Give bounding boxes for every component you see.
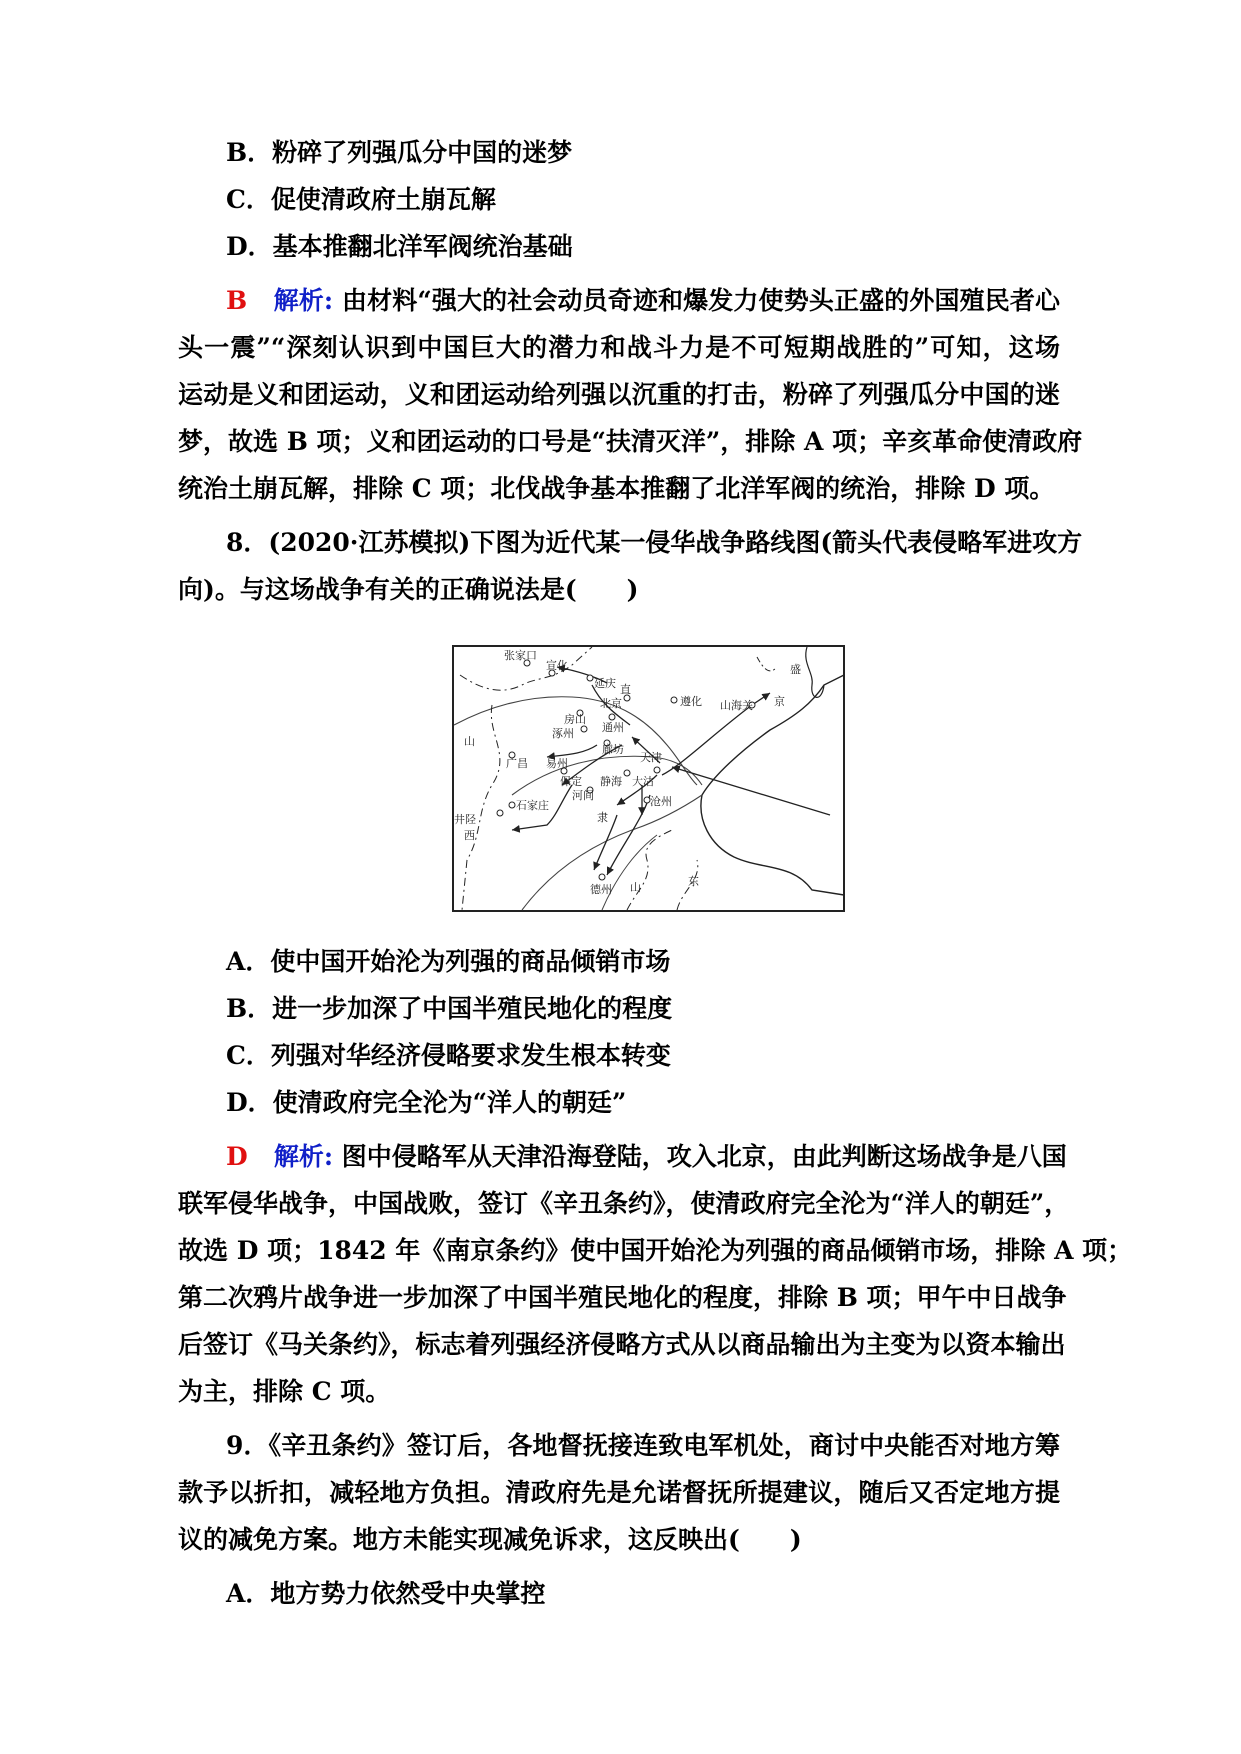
q7-analysis-line-1 bbox=[226, 281, 1060, 317]
q8-option-c: C．列强对华经济侵略要求发生根本转变 bbox=[226, 1041, 671, 1070]
map-label: 遵化 bbox=[680, 695, 702, 708]
map-label: 易州 bbox=[546, 757, 568, 770]
q8-option-a: A．使中国开始沦为列强的商品倾销市场 bbox=[226, 947, 671, 976]
map-label: 保定 bbox=[560, 775, 582, 788]
invasion-route-map bbox=[452, 645, 845, 912]
map-label: 京 bbox=[774, 695, 785, 708]
q8-analysis-line-4: 第二次鸦片战争进一步加深了中国半殖民地化的程度，排除 B 项；甲午中日战争 bbox=[178, 1283, 1067, 1312]
q7-option-b: B．粉碎了列强瓜分中国的迷梦 bbox=[226, 138, 573, 167]
q7-analysis-label: 解析: bbox=[273, 286, 334, 315]
q7-analysis-line-3: 运动是义和团运动，义和团运动给列强以沉重的打击，粉碎了列强瓜分中国的迷 bbox=[178, 380, 1060, 409]
map-label: 大沽 bbox=[632, 775, 654, 788]
map-label: 涿州 bbox=[552, 727, 574, 740]
q8-stem-line-2: 向)。与这场战争有关的正确说法是( ) bbox=[178, 575, 639, 604]
q7-analysis-line-4: 梦，故选 B 项；义和团运动的口号是“扶清灭洋”，排除 A 项；辛亥革命使清政府 bbox=[178, 427, 1083, 456]
map-label: 房山 bbox=[564, 713, 586, 726]
q7-option-c: C．促使清政府土崩瓦解 bbox=[226, 185, 496, 214]
q7-answer: B bbox=[226, 286, 248, 315]
q7-analysis-text-1: 由材料“强大的社会动员奇迹和爆发力使势头正盛的外国殖民者心 bbox=[341, 286, 1060, 315]
map-label: 直 bbox=[620, 683, 631, 696]
q8-option-d: D．使清政府完全沦为“洋人的朝廷” bbox=[226, 1088, 627, 1117]
map-label: 延庆 bbox=[594, 677, 616, 690]
map-label: 通州 bbox=[602, 721, 624, 734]
q9-stem-line-1: 9．《辛丑条约》签订后，各地督抚接连致电军机处，商讨中央能否对地方筹 bbox=[226, 1431, 1060, 1460]
map-label: 静海 bbox=[600, 775, 622, 788]
map-label: 河间 bbox=[572, 789, 594, 802]
q7-analysis-line-5: 统治土崩瓦解，排除 C 项；北伐战争基本推翻了北洋军阀的统治，排除 D 项。 bbox=[178, 474, 1055, 503]
q8-analysis-label: 解析: bbox=[273, 1142, 334, 1171]
map-label: 张家口 bbox=[504, 649, 537, 662]
map-label: 石家庄 bbox=[516, 799, 549, 812]
q7-analysis-line-2: 头一震”“深刻认识到中国巨大的潜力和战斗力是不可短期战胜的”可知，这场 bbox=[178, 333, 1060, 362]
q8-stem-line-1: 8．(2020·江苏模拟)下图为近代某一侵华战争路线图(箭头代表侵略军进攻方 bbox=[226, 528, 1083, 557]
map-label: 东 bbox=[688, 875, 699, 888]
map-label: 沧州 bbox=[650, 795, 672, 808]
q8-analysis-line-6: 为主，排除 C 项。 bbox=[178, 1377, 391, 1406]
map-label: 山 bbox=[464, 735, 475, 748]
q8-answer: D bbox=[226, 1142, 248, 1171]
q8-option-b: B．进一步加深了中国半殖民地化的程度 bbox=[226, 994, 673, 1023]
map-label: 西 bbox=[464, 829, 475, 842]
map-label: 井陉 bbox=[454, 813, 476, 826]
q8-analysis-line-3: 故选 D 项；1842 年《南京条约》使中国开始沦为列强的商品倾销市场，排除 A 项； bbox=[178, 1236, 1133, 1265]
q9-option-a: A．地方势力依然受中央掌控 bbox=[226, 1579, 546, 1608]
q8-analysis-line-5: 后签订《马关条约》，标志着列强经济侵略方式从以商品输出为主变为以资本输出 bbox=[178, 1330, 1066, 1359]
map-label: 隶 bbox=[597, 811, 608, 824]
map-svg bbox=[452, 645, 845, 912]
map-label: 盛 bbox=[790, 663, 801, 676]
map-label: 天津 bbox=[640, 751, 662, 764]
map-label: 山 bbox=[630, 881, 641, 894]
q8-analysis-line-1 bbox=[226, 1137, 1067, 1173]
q9-stem-line-3: 议的减免方案。地方未能实现减免诉求，这反映出( ) bbox=[178, 1525, 802, 1554]
map-label: 宣化 bbox=[546, 659, 568, 672]
map-label: 廊坊 bbox=[602, 743, 624, 756]
map-label: 北京 bbox=[600, 697, 622, 710]
q8-analysis-text-1: 图中侵略军从天津沿海登陆，攻入北京，由此判断这场战争是八国 bbox=[341, 1142, 1067, 1171]
q7-option-d: D．基本推翻北洋军阀统治基础 bbox=[226, 232, 573, 261]
map-label: 德州 bbox=[590, 883, 612, 896]
q9-stem-line-2: 款予以折扣，减轻地方负担。清政府先是允诺督抚所提建议，随后又否定地方提 bbox=[178, 1478, 1060, 1507]
q8-analysis-line-2: 联军侵华战争，中国战败，签订《辛丑条约》，使清政府完全沦为“洋人的朝廷”， bbox=[178, 1189, 1070, 1218]
map-label: 广昌 bbox=[506, 757, 528, 770]
map-label: 山海关 bbox=[720, 699, 753, 712]
